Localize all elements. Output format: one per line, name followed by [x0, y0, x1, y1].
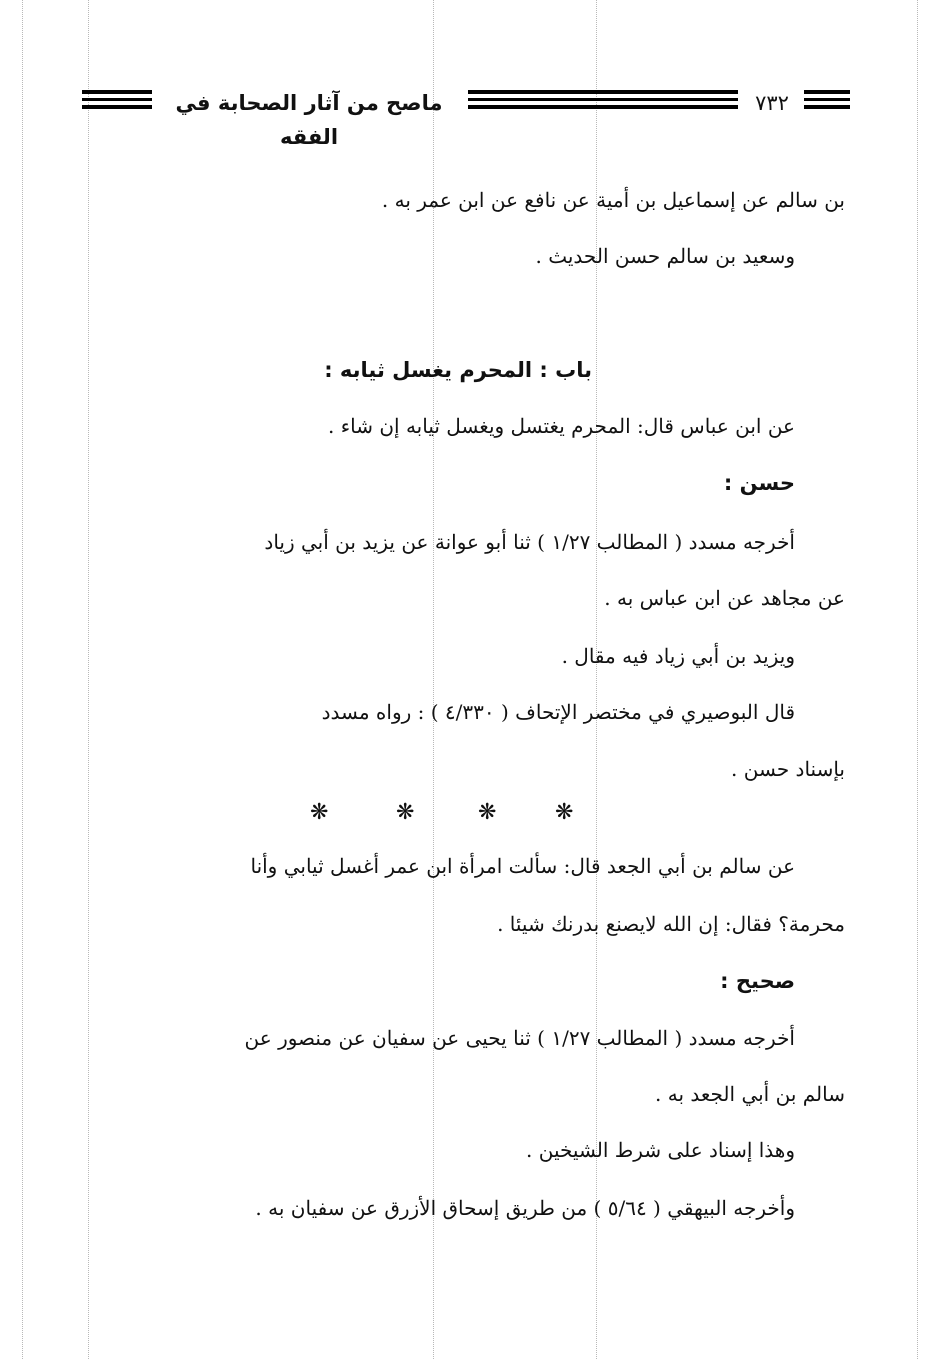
header-rule-middle: [468, 90, 738, 113]
text-line: بن سالم عن إسماعيل بن أمية عن نافع عن ابن عمر به .: [381, 188, 845, 212]
book-title: ماصح من آثار الصحابة في الفقه: [175, 91, 443, 149]
asterism-ornament: ❋: [396, 800, 415, 825]
athar-text: عن ابن عباس قال: المحرم يغتسل ويغسل ثيابه إن شاء .: [328, 414, 795, 438]
asterism-ornament: ❋: [478, 800, 497, 825]
athar-text: عن سالم بن أبي الجعد قال: سألت امرأة ابن عمر أغسل ثيابي وأنا: [250, 854, 795, 878]
header-rule-left: [82, 90, 152, 113]
scan-dotted-line: [22, 0, 23, 1359]
grade-label: صحيح :: [720, 969, 795, 993]
page-number: ٧٣٢: [755, 91, 789, 115]
grade-label: حسن :: [723, 471, 795, 495]
scan-dotted-line: [88, 0, 89, 1359]
commentary-line: وهذا إسناد على شرط الشيخين .: [526, 1138, 795, 1162]
asterism-ornament: ❋: [310, 800, 329, 825]
takhrij-line: عن مجاهد عن ابن عباس به .: [604, 586, 845, 610]
asterism-ornament: ❋: [555, 800, 574, 825]
commentary-line: ويزيد بن أبي زياد فيه مقال .: [561, 644, 795, 668]
athar-text: محرمة؟ فقال: إن الله لايصنع بدرنك شيئا .: [497, 912, 845, 936]
chapter-heading: باب : المحرم يغسل ثيابه :: [324, 358, 592, 382]
scan-dotted-line: [917, 0, 918, 1359]
running-header: [82, 86, 850, 149]
takhrij-line: أخرجه مسدد ( المطالب ١/٢٧ ) ثنا يحيى عن سفيان عن منصور عن: [244, 1026, 795, 1050]
commentary-line: بإسناد حسن .: [731, 757, 845, 781]
text-line: وسعيد بن سالم حسن الحديث .: [535, 244, 795, 268]
takhrij-line: سالم بن أبي الجعد به .: [655, 1082, 845, 1106]
takhrij-line: أخرجه مسدد ( المطالب ١/٢٧ ) ثنا أبو عوانة عن يزيد بن أبي زياد: [264, 530, 795, 554]
section-separator: [300, 798, 600, 828]
header-rule-right: [804, 90, 850, 113]
commentary-line: قال البوصيري في مختصر الإتحاف ( ٤/٣٣٠ ) : رواه مسدد: [321, 700, 795, 724]
commentary-line: وأخرجه البيهقي ( ٥/٦٤ ) من طريق إسحاق الأزرق عن سفيان به .: [255, 1196, 795, 1220]
